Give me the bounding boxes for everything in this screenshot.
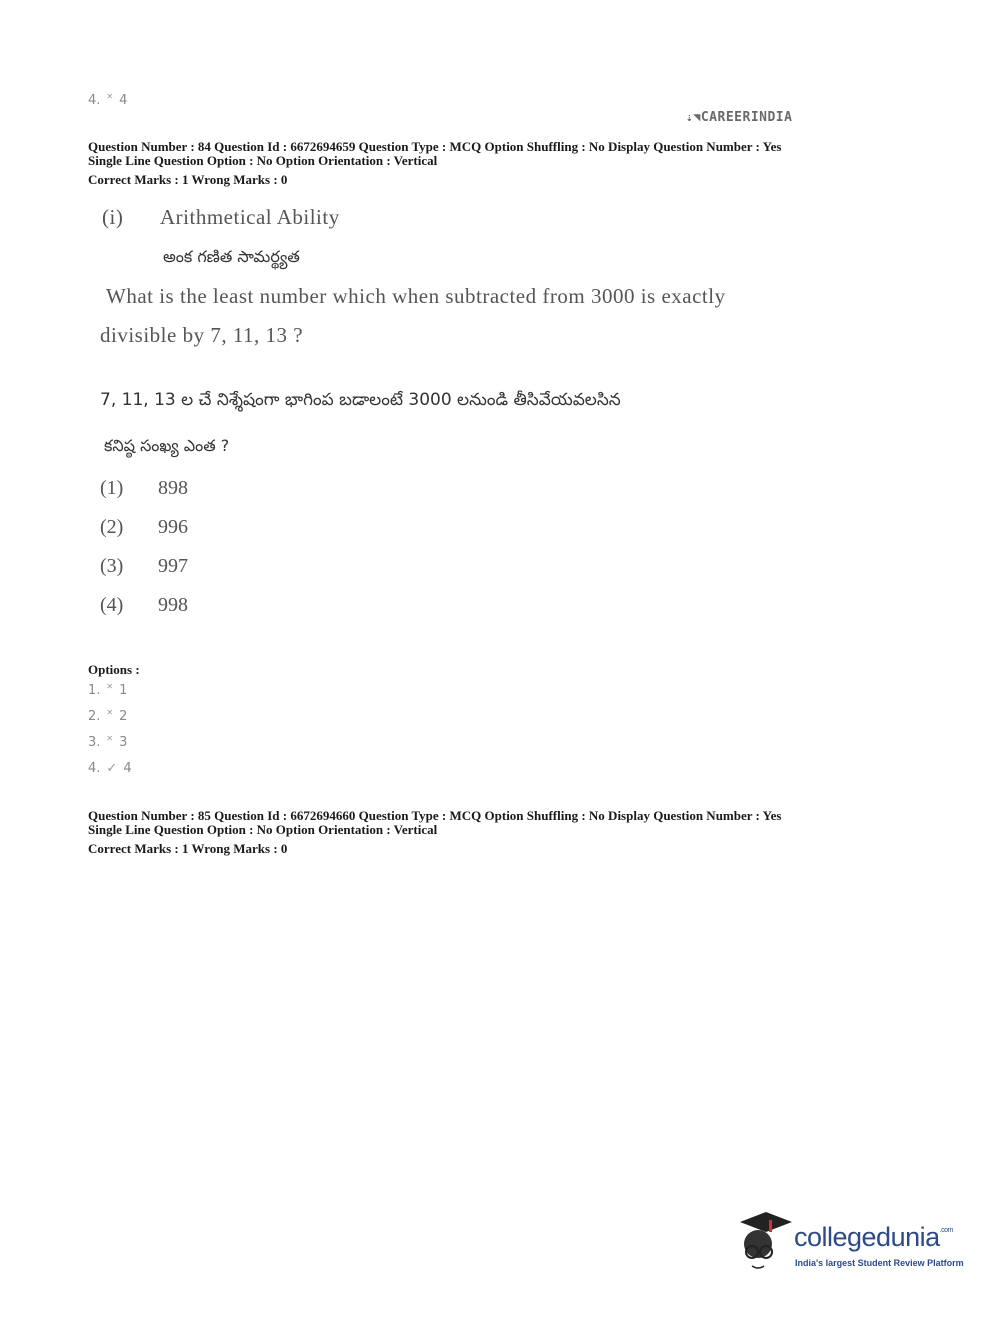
cross-icon: ✕ (106, 708, 114, 717)
q85-meta-line1: Question Number : 85 Question Id : 6672694660 Question Type : MCQ Option Shuffling : No Display Question Number : Yes (88, 808, 782, 823)
option-2 (88, 709, 127, 724)
choice-1 (100, 477, 188, 500)
prev-answer-row (88, 93, 127, 108)
brand-tagline: India's largest Student Review Platform (795, 1258, 964, 1268)
brand-name (794, 1222, 953, 1253)
choice-number: (4) (100, 594, 124, 616)
watermark-text: CAREERINDIA (700, 110, 793, 125)
option-value: 3 (119, 735, 128, 750)
option-number: 2. (88, 709, 101, 724)
cross-icon: ✕ (106, 682, 114, 691)
section-title: Arithmetical Ability (160, 205, 340, 229)
choice-4 (100, 594, 188, 617)
option-value: 2 (119, 709, 128, 724)
option-number: 1. (88, 683, 101, 698)
option-number: 3. (88, 735, 101, 750)
choice-value: 997 (158, 555, 188, 577)
options-label: Options : (88, 662, 140, 677)
q85-meta-line3: Correct Marks : 1 Wrong Marks : 0 (88, 841, 288, 856)
choice-number: (3) (100, 555, 124, 577)
collegedunia-logo (734, 1208, 964, 1280)
question-text-te-line1: 7, 11, 13 ల చే నిశ్శేషంగా భాగింప బడాలంటే 3000 లనుండి తీసివేయవలసిన (100, 390, 621, 410)
q84-meta-line1: Question Number : 84 Question Id : 6672694659 Question Type : MCQ Option Shuffling : No Display Question Number : Yes (88, 139, 782, 154)
section-title-telugu: అంక గణిత సామర్థ్యత (163, 247, 300, 266)
cross-icon: ✕ (106, 734, 114, 743)
question-text-en-line2: divisible by 7, 11, 13 ? (100, 323, 304, 347)
checkmark-icon: ✓ (106, 761, 118, 776)
option-value: 4 (123, 761, 132, 776)
question-text-te-line2: కనిష్ఠ సంఖ్య ఎంత ? (104, 436, 230, 455)
option-3 (88, 735, 127, 750)
brand-suffix: .com (939, 1227, 953, 1234)
q84-meta-line3: Correct Marks : 1 Wrong Marks : 0 (88, 172, 288, 187)
choice-3 (100, 555, 188, 578)
cross-icon: ✕ (106, 92, 114, 101)
student-mascot-icon (734, 1208, 794, 1280)
choice-2 (100, 516, 188, 539)
choice-value: 998 (158, 594, 188, 616)
section-number: (i) (102, 205, 124, 229)
option-value: 1 (119, 683, 128, 698)
choice-number: (1) (100, 477, 124, 499)
q85-meta-line2: Single Line Question Option : No Option Orientation : Vertical (88, 822, 438, 837)
prev-answer-value: 4 (119, 93, 128, 108)
graduation-cap-icon: ◥ (693, 110, 701, 124)
choice-number: (2) (100, 516, 124, 538)
careerindia-watermark (686, 110, 792, 125)
choice-value: 996 (158, 516, 188, 538)
q84-meta-line2: Single Line Question Option : No Option Orientation : Vertical (88, 153, 438, 168)
option-1 (88, 683, 127, 698)
question-text-en-line1: What is the least number which when subtracted from 3000 is exactly (106, 284, 726, 308)
choice-value: 898 (158, 477, 188, 499)
option-4 (88, 761, 132, 776)
download-icon: ⇣ (686, 111, 694, 124)
option-number: 4. (88, 761, 101, 776)
brand-text: collegedunia (794, 1222, 940, 1252)
prev-answer-number: 4. (88, 93, 101, 108)
